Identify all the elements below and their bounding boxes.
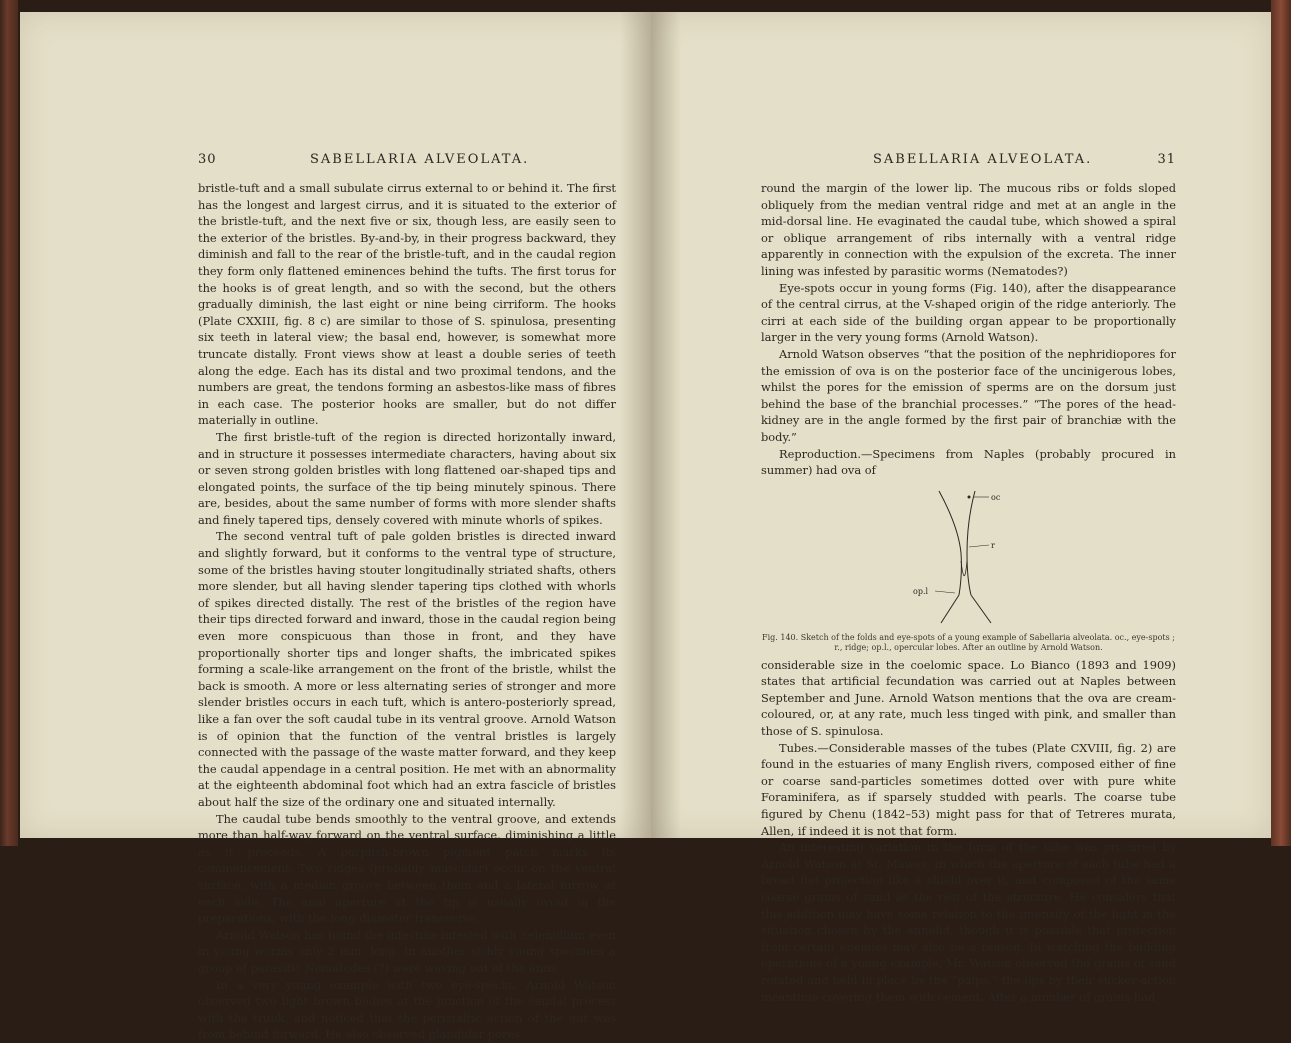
paragraph: The second ventral tuft of pale golden bristles is directed inward and slightly forward, but it conforms to the ventral type of structure, some of the bristles having stouter longitudinally striated shafts, others more slender, but all having slender tapering tips clothed with whorls of spikes directed distally. The rest of the bristles of the region have their tips directed forward and inward, those in the caudal region being even more conspicuous than those in front, and they have proportionally shorter tips and longer shafts, the imbricated spikes forming a scale-like arrangement on the front of the bristle, whilst the back is smooth. A more or less alternating series of stronger and more slender bristles occurs in each tuft, which is antero-posteriorly spread, like a fan over the soft caudal tube in its ventral groove. Arnold Watson is of opinion that the function of the ventral bristles is largely connected with the passage of the waste matter forward, and they keep the caudal appendage in a central position. He met with an abnormality at the eighteenth abdominal foot which had an extra fascicle of bristles about half the size of the ordinary one and situated internally. [198, 529, 616, 809]
left-fold-line [939, 491, 961, 595]
figure-140 [761, 483, 1176, 631]
right-text-column [761, 180, 1176, 1005]
paragraph: An interesting variation in the form of the tube was procured by Arnold Watson at St. Mawes, in which the aperture of each tube had a broad flat projection like a shield over it, and composed of the same coarse grains of sand as the rest of the structure. He considers that this addition may have some relation to the intensity of the light in the situation chosen by the annelid, though it is possible that protection from certain enemies may also be a reason. In watching the building operations of a young example, Mr. Watson observed the grains of sand rotated and held in place by the “palps,” the lips by their sucker-action meantime covering them with cement. After a number of grains had [761, 840, 1176, 1004]
label-r: r [991, 540, 995, 550]
right-fold-line [967, 491, 975, 595]
gutter-shadow [620, 12, 650, 838]
leader-line [935, 591, 955, 593]
left-page [20, 12, 651, 1042]
figure-140-drawing [911, 483, 1031, 631]
book-binding-left [0, 0, 18, 846]
paragraph: Arnold Watson has found the intestine infested with Selenidium even in young worms only 2 mm. long. In another sickly young specimen a group of parasitic Nematodes (?) were waving out of the anus. [198, 927, 616, 975]
leader-line [969, 545, 989, 547]
page-number: 31 [1157, 152, 1176, 167]
label-opl: op.l [913, 586, 929, 596]
page-number: 30 [198, 152, 217, 167]
paragraph: The caudal tube bends smoothly to the ventral groove, and extends more than half-way forward on the ventral surface, diminishing a little as it proceeds. A purplish-brown pigment patch marks its commencement. Two ridges (probably muscular) occur on the ventral surface, with a median groove between them and a lateral furrow at each side. The anal aperture at the tip is usually ovoid in the preparations, with the long diameter transverse. [198, 811, 616, 926]
paragraph: Eye-spots occur in young forms (Fig. 140), after the disappearance of the central cirrus, at the V-shaped origin of the ridge anteriorly. The cirri at each side of the building organ appear to be proportionally larger in the very young forms (Arnold Watson). [761, 280, 1176, 345]
eye-spot [968, 495, 971, 498]
gutter-shadow [651, 12, 681, 838]
paragraph: The first bristle-tuft of the region is directed horizontally inward, and in structure it possesses intermediate characters, having about six or seven strong golden bristles with long flattened oar-shaped tips and elongated points, the surface of the tip being minutely spinous. There are, besides, about the same number of forms with more slender shafts and finely tapered tips, densely covered with minute whorls of spikes. [198, 429, 616, 527]
paragraph: bristle-tuft and a small subulate cirrus external to or behind it. The first has the longest and largest cirrus, and it is situated to the exterior of the bristle-tuft, and the next five or six, though less, are easily seen to the exterior of the bristles. By-and-by, in their progress backward, they diminish and fall to the rear of the bristle-tuft, and in the caudal region they form only flattened eminences behind the tufts. The first torus for the hooks is of great length, and so with the second, but the others gradually diminish, the last eight or nine being cirriform. The hooks (Plate CXXIII, fig. 8 c) are similar to those of S. spinulosa, presenting six teeth in lateral view; the basal end, however, is somewhat more truncate distally. Front views show at least a double series of teeth along the edge. Each has its distal and two proximal tendons, and the numbers are great, the tendons forming an asbestos-like mass of fibres in each case. The posterior hooks are smaller, but do not differ materially in outline. [198, 181, 616, 428]
right-running-head [651, 152, 1271, 170]
running-title: SABELLARIA ALVEOLATA. [310, 152, 530, 167]
caption-line: r., ridge; op.l., opercular lobes. After an outline by Arnold Watson. [834, 642, 1103, 652]
paragraph: Arnold Watson observes “that the position of the nephridiopores for the emission of ova is on the posterior face of the uncinigerous lobes, whilst the pores for the emission of sperms are on the dorsum just behind the base of the branchial processes.” “The pores of the head-kidney are in the angle formed by the first pair of branchiæ with the body.” [761, 346, 1176, 444]
book-binding-right [1271, 0, 1291, 846]
paragraph: Tubes.—Considerable masses of the tubes (Plate CXVIII, fig. 2) are found in the estuaries of many English rivers, composed either of fine or coarse sand-particles sometimes dotted over with pure white Foraminifera, as if sparsely studded with pearls. The coarse tube figured by Chenu (1842–53) might pass for that of Tetreres murata, Allen, if indeed it is not that form. [761, 740, 1176, 838]
label-oc: oc [991, 492, 1001, 502]
caption-line: Fig. 140. Sketch of the folds and eye-spots of a young example of Sabellaria alveolata. oc., eye-spots ; [762, 632, 1175, 642]
left-lobe-line [941, 595, 959, 623]
left-text-column [198, 180, 616, 1043]
paragraph: Reproduction.—Specimens from Naples (probably procured in summer) had ova of [761, 446, 1176, 478]
paragraph: round the margin of the lower lip. The mucous ribs or folds sloped obliquely from the median ventral ridge and met at an angle in the mid-dorsal line. He evaginated the caudal tube, which showed a spiral or oblique arrangement of ribs internally with a ventral ridge apparently in connection with the expulsion of the excreta. The inner lining was infested by parasitic worms (Nematodes?) [761, 181, 1176, 278]
figure-caption [761, 633, 1176, 653]
left-running-head [20, 152, 650, 170]
right-lobe-line [971, 595, 991, 623]
running-title: SABELLARIA ALVEOLATA. [873, 152, 1093, 167]
paragraph: In a very young example with two eye-specks, Arnold Watson observed two light brown bodies at the junction of the caudal process with the trunk, and noticed that the peristaltic action of the gut was from behind forward. He also observed glandular pores [198, 977, 616, 1042]
right-page [651, 12, 1271, 1004]
paragraph: considerable size in the coelomic space. Lo Bianco (1893 and 1909) states that artificial fecundation was carried out at Naples between September and June. Arnold Watson mentions that the ova are cream-coloured, or, at any rate, much less tinged with pink, and smaller than those of S. spinulosa. [761, 657, 1176, 739]
